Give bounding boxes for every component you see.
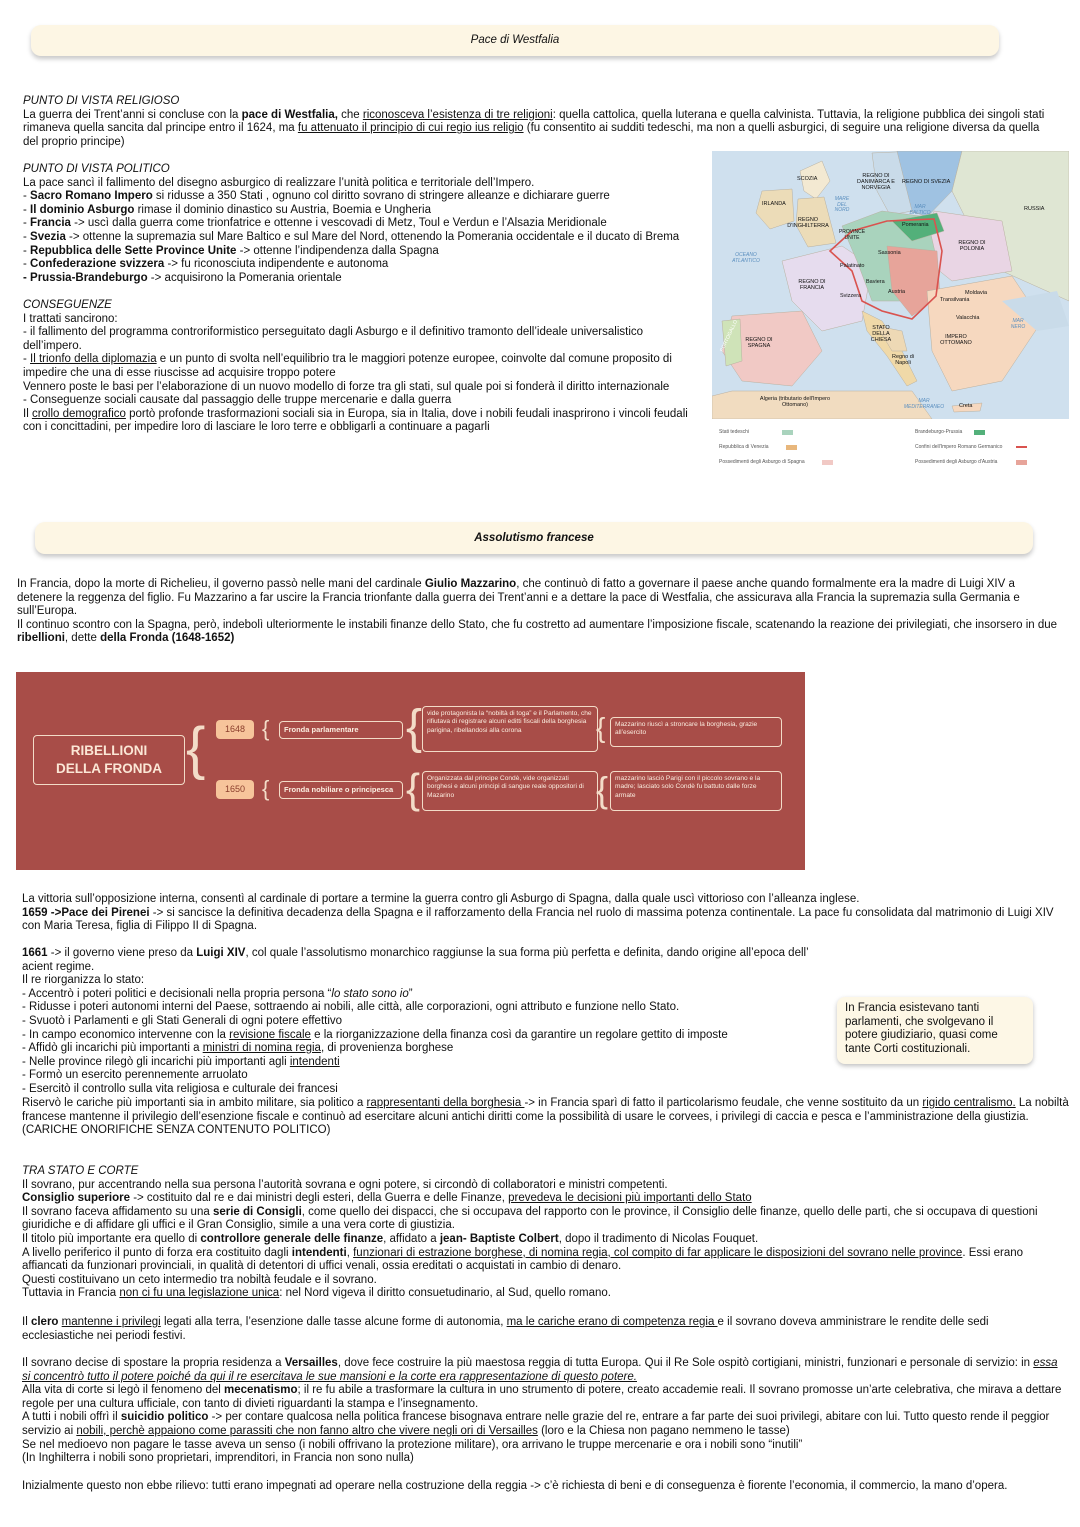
text-run: Il dominio Asburgo [30,203,135,216]
fronda-year: 1650 [216,780,254,799]
fronda-title: RIBELLIONI DELLA FRONDA [56,743,162,776]
map-label-ottomano: IMPERO OTTOMANO [940,334,972,346]
text-run: -> ottenne l’indipendenza dalla Spagna [236,244,439,257]
religioso-block [23,95,1053,149]
riservo-block [22,1097,1070,1138]
legend-swatch [822,460,833,465]
text-run: pace di Westfalia, [241,108,338,121]
text-run: portò profonde trasformazioni sociali sia in Europa, sia in Italia, dove i nobili feudali inasprirono i vincoli feudali con i concittadini, per impedire loro di lasciare le loro terre e obbligarli a continuare a pagarli [23,407,688,434]
text-line [23,381,695,395]
politico-heading: PUNTO DI VISTA POLITICO [23,163,170,175]
luigi-reforms [22,947,822,1097]
brace: { [262,716,270,741]
text-run: e la riorganizzazione della finanza così da garantire un regolare gettito di imposte [310,1028,728,1041]
text-run: Il sovrano, pur accentrando nella sua persona l’autorità sovrana e ogni potere, si circondò di collaboratori e ministri competenti. [22,1178,668,1191]
versailles-block [22,1357,1067,1466]
map-label-russia: RUSSIA [1024,206,1045,212]
assolutismo-intro [17,578,1062,646]
text-line [23,245,713,259]
text-run: legati alla terra, l’esenzione dalle tasse alcune forme di autonomia, [160,1316,507,1328]
legend-item: Confini dell'Impero Romano Germanico [915,444,1003,450]
section-title: Assolutismo francese [474,532,594,544]
text-run: Consiglio superiore [22,1192,130,1205]
brace: { [596,769,609,810]
text-run: serie di Consigli [212,1205,302,1218]
text-run: Il sovrano faceva affidamento su una [22,1205,213,1218]
text-run: rimase il dominio dinastico su Austria, Boemia e Ungheria [134,203,431,216]
riservo-paragraph [22,1097,1070,1138]
text-run: crollo demografico [31,407,126,420]
corte-heading: TRA STATO E CORTE [22,1165,139,1177]
fronda-description: vide protagonista la “nobiltà di toga” e il Parlamento, che rifiutava di registrare alcuni editti fiscali della borghesia parigina, ribellandosi alla corona [422,706,598,752]
fronda-diagram [16,672,805,870]
text-run: e il sovrano doveva amministrare le rendite delle sedi ecclesiastiche nei periodi festivi. [22,1316,989,1342]
text-run: , che continuò di fatto a governare il paese anche quando formalmente era la madre di Luigi XIV a detenere la reggenza del figlio. Fu Mazzarino a far uscire la Francia trionfante dalla guerra dei Trent’anni e a dettare la pace di Westfalia, che assicurava alla Francia la supremazia sulla Germania e sull’Europa. [17,578,1020,618]
text-run: - [23,258,31,271]
text-run: Il trionfo della diplomazia [30,353,157,366]
text-run: . Essi erano affiancati da funzionari provinciali, in qualità di detentori di uffici venali, ossia ereditati o acquistati in cambio di denaro. [22,1246,1024,1273]
text-line [23,177,713,191]
text-line [22,1056,822,1070]
legend-item: Brandeburgo-Prussia [915,429,963,435]
text-line [22,1083,822,1097]
text-line [23,408,695,435]
text-line [22,1192,1072,1206]
legend-swatch [974,430,985,435]
map-label-napoli: Regno di Napoli [891,354,915,366]
text-run: - In campo economico intervenne con la [22,1028,230,1041]
text-line [23,313,695,327]
legend-item: Possedimenti degli Asburgo d'Austria [915,459,998,465]
map-label-mar-baltico: MAR BALTICO [909,204,931,216]
text-run: , come quello dei dispacci, che si occupava del rapporto con le province, il Consiglio delle finanze, quello delle parti, che si occupava di questioni giuridiche e di affidare gli uffici e il Gran Consiglio, simile a una vera corte di giustizia. [22,1205,1038,1232]
text-run: - [23,190,31,203]
text-run: prevedeva le decisioni più importanti dello Stato [508,1192,752,1205]
text-run: ” [408,987,413,1000]
text-line [22,1452,1067,1466]
text-run: e un punto di svolta nell’equilibrio tra le maggiori potenze europee, coinvolte dal comune proposito di impedire che una di esse riuscisse ad acquisire troppo potere [23,353,672,379]
text-run: intendenti [291,1246,347,1259]
text-run: -> si sancisce la definitiva decadenza della Spagna e il rafforzamento della Francia nel ruolo di massima potenza continentale. La pace fu consolidata dal matrimonio di Luigi XIV con Maria Teresa, figlia di Filippo II di Spagna. [22,906,1054,933]
fronda-year: 1648 [216,720,254,739]
text-line [22,988,822,1002]
map-label-creta: Creta [959,403,973,409]
text-line [22,1179,1072,1193]
map-label-pomerania: Pomerania [902,222,929,228]
text-run: Repubblica delle Sette Province Unite [30,244,237,257]
text-run: 1659 ->Pace dei Pirenei [22,906,150,919]
text-run: si ridusse a 350 Stati , ognuno col diritto sovrano di stringere alleanze e dichiarare guerre [152,190,610,203]
religioso-heading: PUNTO DI VISTA RELIGIOSO [23,95,180,107]
text-run: - Formò un esercito perennemente arruolato [22,1069,248,1082]
conseguenze-lines [23,313,695,435]
text-run: Svezia [30,230,66,243]
text-run: (fu consentito ai sudditi tedeschi, ma non a quelli asburgici, di seguire una religione diversa da quella del proprio principe) [23,122,1040,148]
text-run: Giulio Mazzarino [424,578,517,590]
text-run: revisione fiscale [229,1028,311,1041]
text-run: La guerra dei Trent’anni si concluse con la [23,108,242,121]
section-banner-assolutismo [35,522,1033,554]
text-run: suicidio politico [120,1411,209,1424]
text-run: lo stato sono io [331,987,409,1000]
fronda-title-box [33,735,185,785]
reform-lines [22,947,822,1097]
legend-swatch [782,430,793,435]
text-line [23,204,713,218]
text-run: - Accentrò i poteri politici e decisionali nella propria persona “ [22,987,332,1000]
text-run: - [23,353,31,366]
fronda-label: Fronda nobiliare o principesca [279,781,403,799]
text-run: - Affidò gli incarichi più importanti a [22,1042,203,1055]
vittoria-paragraph [22,893,1067,907]
legend-swatch [1016,446,1027,448]
text-run: essa si concentrò tutto il potere poiché da qui il re esercitava le sue mansioni e la corte era rappresentazione di questo potere. [22,1357,1058,1383]
text-run: non ci fu una legislazione unica [119,1287,280,1300]
text-line [22,974,822,988]
fronda-outcome: mazzarino lasciò Parigi con il piccolo sovrano e la madre; lasciato solo Condè fu battuto dalle forze armate [610,771,782,811]
text-run: , dette [64,632,101,645]
text-run: Il [22,1316,31,1328]
corte-lines [22,1179,1072,1301]
text-run: -> fu riconosciuta indipendente e autonoma [164,258,389,271]
map-label-irlanda: IRLANDA [762,201,786,207]
map-label-transilvania: Transilvania [940,297,970,303]
text-run: mecenatismo [224,1384,298,1397]
text-run: -> costituito dal re e dai ministri degli esteri, della Guerra e delle Finanze, [130,1192,509,1205]
text-run: jean- Baptiste Colbert [439,1232,559,1245]
text-run: funzionari di estrazione borghese, di nomina regia, col compito di far applicare le disposizioni del sovrano nelle province [353,1246,963,1259]
map-label-scozia: SCOZIA [797,176,818,182]
text-run: ma le cariche erano di competenza regia [506,1316,718,1328]
text-run: - Esercitò il controllo sulla vita religiosa e culturale dei francesi [22,1082,338,1095]
text-run: La pace sancì il fallimento del disegno asburgico di realizzare l’unità politica e territoriale dell’Impero. [23,176,535,189]
map-label-danimarca: REGNO DI DANIMARCA E NORVEGIA [857,173,895,191]
clero-block [22,1316,1062,1343]
text-run: - Nelle province rilegò gli incarichi più importanti agli [22,1055,290,1068]
map-label-svezia: REGNO DI SVEZIA [902,179,951,185]
fronda-description: Organizzata dal principe Condè, vide organizzati borghesi e alcuni principi di sangue reale oppositori di Mazarino [422,771,598,811]
map-label-inghilterra: REGNO D'INGHILTERRA [787,217,829,229]
text-run: ministri di nomina regia [202,1042,321,1055]
text-line [22,1029,822,1043]
versailles-lines [22,1357,1067,1466]
text-run: La vittoria sull’opposizione interna, consentì al cardinale di portare a termine la guerra contro gli Asburgo di Spagna, dalla quale uscì vittorioso con l’alleanza inglese. [22,893,860,905]
text-line [23,272,713,286]
text-run: -> uscì dalla guerra come trionfatrice e ottenne i vescovadi di Metz, Toul e Verdun e l’Alsazia Meridionale [70,217,607,230]
text-run: rigido centralismo. [922,1097,1016,1109]
text-run: -> acquisirono la Pomerania orientale [147,271,342,284]
text-run: clero [30,1316,59,1328]
text-run: , di provenienza borghese [320,1042,454,1055]
text-run: Tuttavia in Francia [22,1287,120,1300]
map-label-palatinato: Palatinato [840,263,865,269]
map-label-oceano: OCEANO ATLANTICO [732,252,760,264]
text-line [23,258,713,272]
text-run: riconosceva l’esistenza di tre religioni [362,108,553,121]
text-run: A livello periferico il punto di forza era costituito dagli [22,1246,292,1259]
text-run: 1661 [22,947,48,959]
corte-block [22,1165,1072,1301]
text-line [22,947,822,974]
text-run: fu attenuato il principio di cui regio ius religio [297,122,524,135]
text-run: -> in Francia sparì di fatto il particolarismo feudale, che venne sostituito da un [524,1097,923,1109]
text-run: - Ridusse i poteri autonomi interni del Paese, sottraendo ai nobili, alle città, alle corporazioni, ogni attributo e funzione nello Stato. [22,1001,680,1014]
text-line [22,1439,1067,1453]
legend-item: Repubblica di Venezia [719,444,769,450]
text-run: della Fronda (1648-1652) [100,632,235,645]
finale-block [22,1480,1067,1494]
text-line [22,1384,1067,1411]
side-note-text: In Francia esistevano tanti parlamenti, che svolgevano il potere giudiziario, quasi come tante Corti costituzionali. [845,1002,998,1055]
text-line [23,231,713,245]
text-run: -> il governo viene preso da [47,947,197,959]
map-label-sassonia: Sassonia [878,250,901,256]
text-line [23,353,695,380]
text-run: - Conseguenze sociali causate dal passaggio delle truppe mercenarie e dalla guerra [23,394,452,407]
text-run: -> ottenne la supremazia sul Mare Baltico e sul Mare del Nord, ottenendo la Pomerania occidentale e il ducato di Brema [65,230,680,243]
text-run: - [23,230,31,243]
conseguenze-block [23,299,695,435]
map-label-mediterraneo: MAR MEDITERRANEO [903,398,945,410]
text-line [22,1001,822,1015]
text-run: Vennero poste le basi per l’elaborazione di un nuovo modello di forze tra gli stati, sul quale poi si fonderà il diritto internazionale [23,380,670,393]
map-label-portogallo: PORTOGALLO [719,319,740,353]
fronda-outcome: Mazzarino riuscì a stroncare la borghesia, grazie all’esercito [610,717,782,747]
brace: { [186,716,206,781]
text-line [23,394,695,408]
finale-paragraph [22,1480,1067,1494]
text-run: Il sovrano decise di spostare la propria residenza a [22,1357,285,1369]
text-run: intendenti [289,1055,340,1068]
conseguenze-heading: CONSEGUENZE [23,299,112,311]
legend-item: Possedimenti degli Asburgo di Spagna [719,459,805,465]
text-run: controllore generale delle finanze [200,1232,384,1245]
legend-swatch [786,445,797,450]
brace: { [262,776,270,801]
text-run: In Francia, dopo la morte di Richelieu, il governo passò nelle mani del cardinale [17,578,425,590]
map-label-mar-nero: MAR NERO [1010,318,1026,330]
intro-paragraph [17,578,1062,619]
map-label-francia: REGNO DI FRANCIA [798,279,826,291]
text-run: - [23,244,31,257]
text-run: - Svuotò i Parlamenti e gli Stati Generali di ogni potere effettivo [22,1014,343,1027]
text-line [22,1015,822,1029]
text-run: Confederazione svizzera [30,258,165,271]
map-label-valacchia: Valacchia [956,315,980,321]
legend-swatch [1016,460,1027,465]
text-run: nobili, perchè appaiono come parassiti che non fanno altro che vivere negli ori di Versailles [76,1424,538,1437]
map-label-mare-nord: MARE DEL NORD [834,196,850,213]
europe-map-svg [712,151,1069,419]
text-run: Se nel medioevo non pagare le tasse aveva un senso (i nobili offrivano la protezione militare), ora arrivano le truppe mercenarie e ora i nobili sono “inutili” [22,1438,803,1451]
text-run: che [337,108,363,121]
text-run: Riservò le cariche più importanti sia in ambito militare, sia politico a [22,1097,367,1109]
text-line [22,1357,1067,1384]
text-run: : nel Nord vigeva il diritto consuetudinario, al Sud, quello romano. [279,1287,611,1300]
text-run: La nobiltà francese mantenne il privilegio dell’esenzione fiscale e continuò ad esercitare alcuni antichi diritti come la possibilità di usare le corvees, i privilegi di caccia e pesca e l’amministrazione della giustizia. (CARICHE ONORIFICHE SENZA CONTENUTO POLITICO) [22,1097,1069,1137]
text-run: mantenne i privilegi [61,1316,161,1328]
text-run: - [23,203,31,216]
text-run: , col quale l’assolutismo monarchico raggiunse la sua forma più perfetta e definita, dando origine all’epoca dell’ acient regime. [22,947,809,973]
map-legend [714,425,1069,470]
politico-lines [23,177,713,286]
section-banner-westfalia [31,25,999,56]
text-run: (loro e la Chiesa non pagano nemmeno le tasse) [537,1424,790,1437]
text-run: rappresentanti della borghesia [366,1097,525,1109]
text-line [22,1274,1072,1288]
map-label-province-unite: PROVINCE UNITE [838,229,866,241]
text-run: Luigi XIV [196,947,246,959]
text-run: Il titolo più importante era quello di [22,1232,201,1245]
text-run: , dove fece costruire la più maestosa reggia di tutta Europa. Qui il Re Sole ospitò cortigiani, ministri, funzionari e personale di servizio: in [337,1357,1034,1369]
text-run: - [23,217,31,230]
legend-item: Stati tedeschi [719,429,750,435]
text-run: I trattati sancirono: [23,312,118,325]
map-label-polonia: REGNO DI POLONIA [958,240,986,252]
text-run: ; il re fu abile a trasformare la cultura in uno strumento di potere, creato accademie reali. Il sovrano promosse un’arte celebrativa, che mirava a dettare regole per una cultura ufficiale, con tanto di divieti riguardanti la stampa e l’insegnamento. [22,1384,1062,1410]
religioso-paragraph [23,109,1053,150]
text-line [22,1042,822,1056]
text-line [23,190,713,204]
fronda-label: Fronda parlamentare [279,721,403,739]
text-line [23,217,713,231]
text-run: : quella cattolica, quella luterana e quella calvinista. Tuttavia, la religione pubblica dei singoli stati rimaneva quella sancita dal principe entro il 1624, ma [23,108,1045,135]
text-run: - il fallimento del programma controriformistico perseguitato dagli Asburgo e il definitivo tramonto dell’ideale universalistico dell’impero. [23,326,644,352]
text-line [23,326,695,353]
text-run: -> per contare qualcosa nella politica francese bisognava entrare nelle grazie del re, entrare a far parte dei suoi privilegi, abitare con lui. Tutto questo rende il peggior servizio ai [22,1411,1050,1437]
luigi-block [22,893,1067,934]
section-title: Pace di Westfalia [470,34,560,46]
text-line [22,1247,1072,1274]
text-run: Inizialmente questo non ebbe rilievo: tutti erano impegnati ad operare nella costruzione della reggia -> c’è richiesta di beni e di conseguenza è fiorente l’economia, il commercio, la mano d’opera. [22,1480,1008,1492]
map-label-algeria: Algeria (tributario dell'Impero Ottomano) [759,396,831,408]
text-run: ribellioni [17,632,65,645]
text-run: Alla vita di corte si legò il fenomeno del [22,1384,224,1397]
text-run: , affidato a [383,1232,440,1245]
text-run: , [346,1246,354,1259]
brace: { [596,712,606,743]
text-run: (In Inghilterra i nobili sono proprietari, imprenditori, in Francia non sono nulla) [22,1452,414,1465]
text-line [22,1287,1072,1301]
map-label-svizzera: Svizzera [840,293,862,299]
map-label-spagna: REGNO DI SPAGNA [745,337,773,349]
text-run: , dopo il tradimento di Nicolas Fouquet. [558,1232,759,1245]
text-line [22,1411,1067,1438]
text-run: Il continuo scontro con la Spagna, però, indebolì ulteriormente le instabili finanze dello Stato, che fu costretto ad aumentare l’imposizione fiscale, scatenando la reazione dei privilegiati, che insorsero in due [17,618,1058,631]
map-label-baviera: Baviera [866,279,885,285]
text-run: A tutti i nobili offrì il [22,1411,121,1424]
text-run: Francia [30,217,71,230]
clero-paragraph [22,1316,1062,1343]
text-run: Versailles [284,1357,338,1369]
text-line [22,1069,822,1083]
europe-map [712,151,1069,419]
politico-block [23,163,713,285]
intro-paragraph-2 [17,619,1062,646]
text-run: - Prussia-Brandeburgo [23,271,148,284]
text-line [22,1233,1072,1247]
map-label-moldavia: Moldavia [965,290,988,296]
brace: { [406,765,421,812]
text-run: Il [23,407,32,420]
text-run: Il re riorganizza lo stato: [22,974,145,987]
text-line [22,1206,1072,1233]
text-run: Sacro Romano Impero [30,190,153,203]
side-note [837,997,1033,1064]
brace: { [406,701,423,754]
pirenei-paragraph [22,907,1067,934]
map-label-stato-chiesa: STATO DELLA CHIESA [870,325,892,343]
text-run: Questi costituivano un ceto intermedio tra nobiltà feudale e il sovrano. [22,1273,377,1286]
map-label-austria: Austria [888,289,906,295]
